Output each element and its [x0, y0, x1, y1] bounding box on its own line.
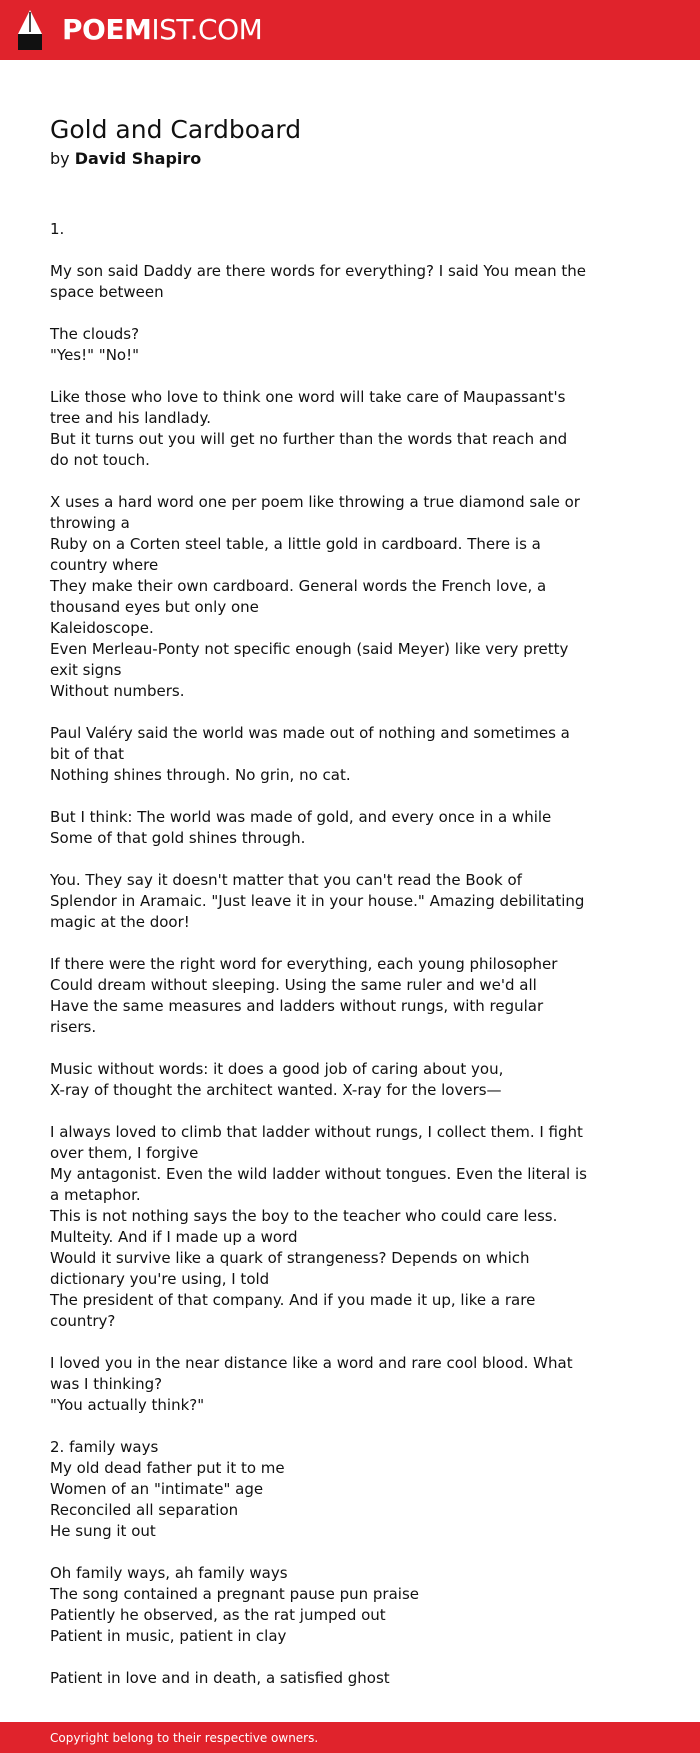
poem-body	[50, 219, 590, 1710]
site-header	[0, 0, 700, 60]
poem-line: Without numbers.	[50, 682, 185, 700]
byline	[50, 149, 201, 169]
poem-line: But I think: The world was made of gold, and every once in a while	[50, 808, 552, 826]
poem-stanza	[50, 1353, 590, 1416]
poem-line: He sung it out	[50, 1522, 156, 1540]
poem-line: 2. family ways	[50, 1438, 159, 1456]
poem-line: My son said Daddy are there words for everything? I said You mean the space between	[50, 262, 591, 301]
poem-line: Patient in music, patient in clay	[50, 1627, 287, 1645]
poem-stanza	[50, 1668, 590, 1689]
poem-stanza	[50, 387, 590, 471]
poem-line: My old dead father put it to me	[50, 1459, 285, 1477]
poem-line: Music without words: it does a good job of caring about you,	[50, 1060, 504, 1078]
poem-stanza	[50, 1122, 590, 1332]
poem-line: Have the same measures and ladders without rungs, with regular risers.	[50, 997, 548, 1036]
logo-brand-rest: IST.COM	[151, 13, 263, 46]
poem-stanza	[50, 492, 590, 702]
poem-line: Like those who love to think one word will take care of Maupassant's tree and his landlady.	[50, 388, 571, 427]
poem-stanza	[50, 807, 590, 849]
poem-line: You. They say it doesn't matter that you can't read the Book of Splendor in Aramaic. "Just leave it in your house." Amazing debilitating magic at the door!	[50, 871, 590, 931]
poem-stanza	[50, 1437, 590, 1542]
poem-stanza	[50, 954, 590, 1038]
site-logo-text[interactable]	[62, 13, 262, 47]
poem-line: Could dream without sleeping. Using the same ruler and we'd all	[50, 976, 537, 994]
poem-line: Women of an "intimate" age	[50, 1480, 264, 1498]
poem-line: Nothing shines through. No grin, no cat.	[50, 766, 351, 784]
poem-line: I loved you in the near distance like a word and rare cool blood. What was I thinking?	[50, 1354, 578, 1393]
pencil-logo-icon[interactable]	[16, 10, 44, 52]
logo-brand-bold: POEM	[62, 13, 152, 46]
poem-line: I always loved to climb that ladder without rungs, I collect them. I fight over them, I forgive	[50, 1123, 588, 1162]
poem-line: Patient in love and in death, a satisfied ghost	[50, 1669, 390, 1687]
poem-stanza	[50, 261, 590, 303]
poem-title: Gold and Cardboard	[50, 115, 302, 144]
poem-line: Multeity. And if I made up a word	[50, 1228, 298, 1246]
site-footer	[0, 1722, 700, 1753]
poem-line: Oh family ways, ah family ways	[50, 1564, 288, 1582]
poem-line: Would it survive like a quark of strangeness? Depends on which dictionary you're using, I told	[50, 1249, 535, 1288]
poem-line: This is not nothing says the boy to the teacher who could care less.	[50, 1207, 558, 1225]
poem-line: Ruby on a Corten steel table, a little gold in cardboard. There is a country where	[50, 535, 546, 574]
poem-stanza	[50, 324, 590, 366]
poem-line: X uses a hard word one per poem like throwing a true diamond sale or throwing a	[50, 493, 585, 532]
byline-prefix: by	[50, 149, 70, 168]
poem-line: They make their own cardboard. General words the French love, a thousand eyes but only one	[50, 577, 551, 616]
poem-line: My antagonist. Even the wild ladder without tongues. Even the literal is a metaphor.	[50, 1165, 592, 1204]
poem-line: If there were the right word for everything, each young philosopher	[50, 955, 558, 973]
poem-line: Reconciled all separation	[50, 1501, 239, 1519]
poem-line: Some of that gold shines through.	[50, 829, 306, 847]
copyright-text: Copyright belong to their respective owners.	[50, 1731, 319, 1745]
poem-line: The song contained a pregnant pause pun praise	[50, 1585, 420, 1603]
poem-line: X-ray of thought the architect wanted. X-ray for the lovers—	[50, 1081, 502, 1099]
poem-line: "Yes!" "No!"	[50, 346, 140, 364]
poem-line: Patiently he observed, as the rat jumped out	[50, 1606, 386, 1624]
poem-line: Kaleidoscope.	[50, 619, 154, 637]
poem-stanza	[50, 219, 590, 240]
author-name: David Shapiro	[74, 149, 202, 168]
poem-line: 1.	[50, 220, 65, 238]
poem-line: Even Merleau-Ponty not specific enough (said Meyer) like very pretty exit signs	[50, 640, 574, 679]
poem-line: But it turns out you will get no further than the words that reach and do not touch.	[50, 430, 572, 469]
poem-line: Paul Valéry said the world was made out of nothing and sometimes a bit of that	[50, 724, 575, 763]
poem-stanza	[50, 723, 590, 786]
poem-stanza	[50, 1059, 590, 1101]
poem-line: The president of that company. And if you made it up, like a rare country?	[50, 1291, 541, 1330]
poem-stanza	[50, 1563, 590, 1647]
poem-line: The clouds?	[50, 325, 140, 343]
poem-line: "You actually think?"	[50, 1396, 205, 1414]
poem-stanza	[50, 870, 590, 933]
